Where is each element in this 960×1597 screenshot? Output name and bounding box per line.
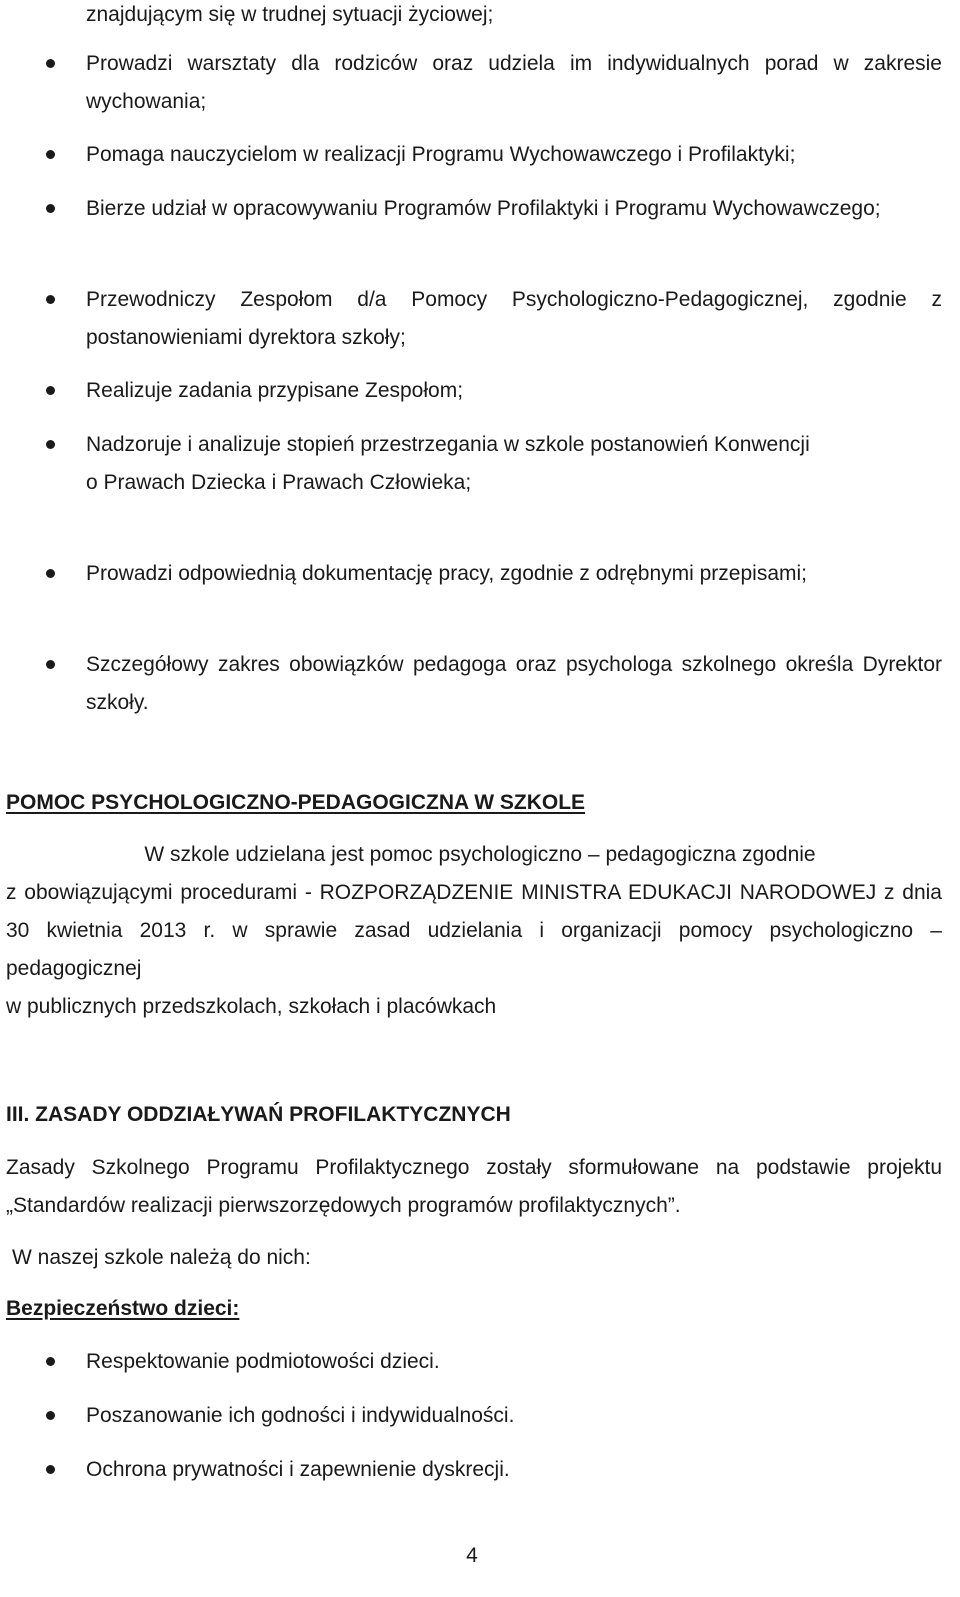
list-item: Respektowanie podmiotowości dzieci. bbox=[86, 1343, 942, 1381]
list-item: Poszanowanie ich godności i indywidualności. bbox=[86, 1397, 942, 1435]
paragraph: z obowiązującymi procedurami - ROZPORZĄDZENIE MINISTRA EDUKACJI NARODOWEJ z dnia 30 kwietnia 2013 r. w sprawie zasad udzielania i organizacji pomocy psychologiczno – pedagogicznej bbox=[6, 881, 942, 980]
list-item: Szczegółowy zakres obowiązków pedagoga oraz psychologa szkolnego określa Dyrektor szkoły. bbox=[86, 646, 942, 722]
list-item bbox=[86, 426, 942, 502]
section-heading: POMOC PSYCHOLOGICZNO-PEDAGOGICZNA W SZKOLE bbox=[6, 791, 586, 814]
list-item: Prowadzi odpowiednią dokumentację pracy, zgodnie z odrębnymi przepisami; bbox=[86, 555, 942, 593]
list-item-text: Nadzoruje i analizuje stopień przestrzegania w szkole postanowień Konwencji bbox=[86, 433, 810, 456]
list-item: Ochrona prywatności i zapewnienie dyskrecji. bbox=[86, 1451, 942, 1489]
paragraph: Zasady Szkolnego Programu Profilaktycznego zostały sformułowane na podstawie projektu „Standardów realizacji pierwszorzędowych programów profilaktycznych”. bbox=[6, 1156, 942, 1217]
list-item: Bierze udział w opracowywaniu Programów Profilaktyki i Programu Wychowawczego; bbox=[86, 190, 942, 228]
subheading: Bezpieczeństwo dzieci: bbox=[6, 1297, 240, 1320]
list-item-text-line2: o Prawach Dziecka i Prawach Człowieka; bbox=[86, 471, 472, 494]
list-item-continuation: znajdującym się w trudnej sytuacji życiowej; bbox=[86, 3, 494, 26]
list-item: Prowadzi warsztaty dla rodziców oraz udziela im indywidualnych porad w zakresie wychowania; bbox=[86, 45, 942, 121]
paragraph-line: w publicznych przedszkolach, szkołach i placówkach bbox=[6, 995, 497, 1018]
list-item: Przewodniczy Zespołom d/a Pomocy Psychologiczno-Pedagogicznej, zgodnie z postanowieniami dyrektora szkoły; bbox=[86, 281, 942, 357]
section-heading: III. ZASADY ODDZIAŁYWAŃ PROFILAKTYCZNYCH bbox=[6, 1103, 511, 1126]
paragraph-line: W naszej szkole należą do nich: bbox=[12, 1246, 311, 1269]
list-item: Realizuje zadania przypisane Zespołom; bbox=[86, 372, 942, 410]
page-number: 4 bbox=[466, 1544, 478, 1567]
paragraph-line: W szkole udzielana jest pomoc psychologiczno – pedagogiczna zgodnie bbox=[144, 843, 816, 866]
list-item: Pomaga nauczycielom w realizacji Programu Wychowawczego i Profilaktyki; bbox=[86, 136, 942, 174]
